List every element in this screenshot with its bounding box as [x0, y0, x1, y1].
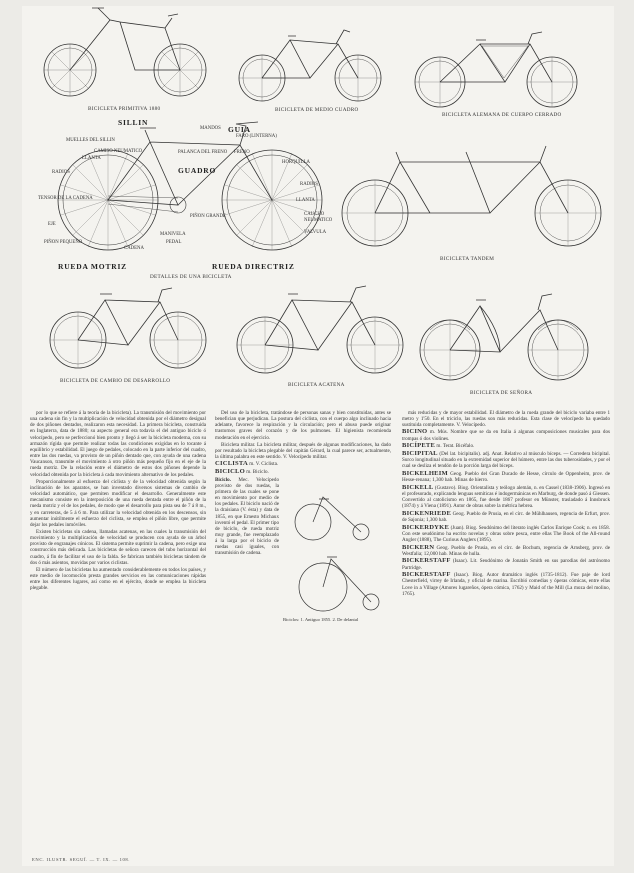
label-tensor: TENSOR DE LA CADENA	[38, 196, 93, 201]
entry-text: (Isaac). Biog. Autor dramático inglés (1735-1812). Fue paje de lord Chesterfield, virrey de Irlanda, y oficial de marina. Escribió comedias y óperas cómicas, entre ellas Love in a Village (Amores lugareños, ópera cómica, 1762) y Maid of the Mill (La moza del molino, 1765).	[402, 572, 610, 597]
entry-headword: BICKENRIEDE	[402, 509, 452, 517]
dictionary-entry	[402, 451, 610, 469]
entry-text: (Isaac). Lit. Seudónimo de Jonatán Smith en sus parodias del astrónomo Partridge.	[402, 558, 610, 571]
caption-details: DETALLES DE UNA BICICLETA	[150, 274, 232, 280]
caption-german: BICICLETA ALEMANA DE CUERPO CERRADO	[442, 112, 562, 118]
label-llanta-1: LLANTA	[82, 156, 101, 161]
entry-headword: BICÍPETE	[402, 442, 436, 450]
bicycle-tandem-drawing	[342, 146, 601, 246]
biciclo-drawing	[283, 477, 391, 617]
label-guia: GUIA	[228, 125, 251, 134]
bicycle-plate-drawings	[0, 0, 634, 408]
paragraph: Del uso de la bicicleta, tratándose de personas sanas y bien constituidas, antes se benefician que perjudican. La postura del ciclista, con el cuerpo algo inclinado hacia adelante, favorece la respiración y la circulación; pero el abuso puede originar trastornos graves del corazón y de los pulmones. El higienista recomienda moderación en el ejercicio.	[215, 410, 391, 441]
caption-tandem: BICICLETA TANDEM	[440, 256, 495, 262]
entry-text: m. V. Ciclista.	[249, 461, 279, 468]
label-neumatico: NEUMATICO	[304, 218, 333, 223]
label-caucho: CAUCHO	[304, 212, 325, 217]
label-guadro: GUADRO	[178, 166, 217, 175]
text-column-3	[402, 410, 610, 850]
label-rueda-directriz: RUEDA DIRECTRIZ	[212, 262, 295, 271]
label-pinon-grande: PIÑON GRANDE	[190, 214, 226, 219]
entry-headword: BICKELHEIM	[402, 469, 448, 477]
entry-headword: BICKELL	[402, 483, 434, 491]
label-pedal: PEDAL	[166, 240, 182, 245]
biciclo-headword: Biciclo.	[215, 476, 231, 483]
biciclo-figure-caption: Biciclos: 1. Antiguo 1855. 2. De delantal	[283, 616, 359, 622]
paragraph: El número de las bicicletas ha aumentado considerablemente en todos los países, y este medio de locomoción presta grandes servicios en las comunicaciones rápidas entre los diferentes lugares, así como en el ejército, donde se emplea la bicicleta plegable.	[30, 566, 206, 592]
paragraph: Bicicleta militar. La bicicleta militar, después de algunas modificaciones, ha dado por resultado la bicicleta plegable del capitán Gérard, la cual parece ser, actualmente, la última palabra en este sentido. V. Velocípedo militar.	[215, 441, 391, 461]
caption-chainless: BICICLETA ACATENA	[288, 382, 345, 388]
page-footer: ENC. ILUSTR. SEGUÍ. — T. IX. — 108.	[32, 857, 131, 862]
label-sillin: SILLIN	[118, 118, 149, 127]
text-column-2	[215, 410, 391, 850]
label-pinon-pequeno: PIÑON PEQUEÑO	[44, 240, 83, 245]
dictionary-entry	[402, 443, 610, 449]
illustration-plate	[0, 0, 634, 408]
paragraph: Existen bicicletas sin cadena, llamadas acatenas, en las cuales la transmisión del movimiento y la multiplicación de velocidad se producen con ayuda de un árbol provisto de engranajes cónicos. El sistema permite suprimir la cadena, pero exige una construcción más delicada. Las bicicletas de señora carecen del tubo horizontal del cuadro, á fin de facilitar el uso de la falda. Se fabrican también bicicletas tándem de dos ó más asientos, movidas por varios ciclistas.	[30, 528, 206, 566]
label-manivela: MANIVELA	[160, 232, 186, 237]
label-palanca: PALANCA DEL FRENO	[178, 150, 228, 155]
bicycle-primitive-drawing	[44, 8, 206, 96]
label-valvula: VALVULA	[304, 230, 327, 235]
biciclo-figure	[283, 477, 391, 627]
entry-text: Geog. Pueblo de Prusia, en el círc. de Bochum, regencia de Arnsberg, prov. de Westfalia; 12,000 hab. Minas de hulla.	[402, 544, 610, 557]
dictionary-entry	[402, 572, 610, 597]
dictionary-entry	[215, 461, 391, 467]
label-llanta-2: LLANTA	[296, 198, 315, 203]
entry-text: Geog. Pueblo de Prusia, en el círc. de Mühlhausen, regencia de Erfurt, prov. de Sajonia; 1,300 hab.	[402, 510, 610, 523]
entry-text: m. Terat. Bicéfalo.	[436, 443, 475, 450]
entry-headword: BICICLO	[215, 467, 245, 475]
entry-text: m. Mús. Nombre que se da en Italia á algunas composiciones musicales para dos trompas ó dos violines.	[402, 429, 610, 442]
biciclo-block	[215, 477, 391, 627]
label-faro: FARO (LINTERNA)	[236, 134, 277, 139]
label-radios-2: RADIOS	[300, 182, 318, 187]
bicycle-gear-change-drawing	[50, 288, 206, 368]
label-cadena: CADENA	[124, 246, 144, 251]
label-eje: EJE	[48, 222, 56, 227]
entry-headword: BICIPITAL	[402, 449, 438, 457]
entry-text: (Del lat. bicipitalis). adj. Anat. Relativo al músculo bíceps. — Corredera bicipital. Surco longitudinal situado en la extremidad superior del húmero, entre las dos tuberosidades, y por el cual se desliza el tendón de la porción larga del bíceps.	[402, 450, 610, 470]
entry-headword: BICINO	[402, 428, 428, 436]
biciclo-definition: Mec. Velocípedo provisto de dos ruedas, la primera de las cuales se pone en movimiento por medio de los pedales. El biciclo nació de la draisiana (V. ésta) y data de 1855, en que Ernesto Michaux inventó el pedal. El primer tipo de biciclo, de rueda motriz muy grande, fue reemplazado á la larga por el biciclo de ruedas casi iguales, con transmisión de cadena.	[215, 476, 279, 557]
entry-headword: BICKERSTAFF	[402, 571, 451, 579]
bicycle-german-drawing	[415, 32, 577, 107]
entry-text: (Juan). Biog. Seudónimo del literato inglés Carlos Enrique Cook; n. en 1858. Con este seudónimo ha escrito novelas y obras sobre pesca, entre ellas The Book of the All-round Angler (1888), The Curious Anglers (1895).	[402, 524, 610, 543]
caption-primitive: BICICLETA PRIMITIVA 1880	[88, 106, 161, 112]
label-freno: FRENO	[234, 150, 250, 155]
entry-text: (Gustavo). Biog. Orientalista y teólogo alemán, n. en Cassel (1838-1906). Ingresó en el profesorado, explicando lenguas semíticas é indogermánicas en Marburg, de donde pasó á Giessen. Convertido al catolicismo en 1865, fue desde 1867 profesor en Münster, trasladado á Innsbruck (1874) y á Viena (1891). Autor de obras sobre la métrica hebrea.	[402, 484, 610, 510]
label-rueda-motriz: RUEDA MOTRIZ	[58, 262, 127, 271]
label-camiso: CAMISO NEUMATICO	[94, 149, 143, 154]
dictionary-entry	[215, 469, 391, 475]
entry-text: m. Biciclo.	[246, 468, 269, 475]
dictionary-entry	[402, 545, 610, 557]
entry-headword: BICKERDYKE	[402, 523, 450, 531]
bicycle-chainless-drawing	[237, 286, 403, 373]
dictionary-entry	[402, 471, 610, 483]
biciclo-text	[215, 477, 279, 627]
paragraph: más reducidas y de mayor estabilidad. El diámetro de la rueda grande del biciclo variaba entre 1 metro y 1'50. En el triciclo, las ruedas son más reducidas. Esta clase de velocípedo ha quedado sustituida completamente. V. Velocípedo.	[402, 410, 610, 429]
caption-half-frame: BICICLETA DE MEDIO CUADRO	[275, 107, 359, 113]
paragraph: por lo que se refiere á la teoría de la bicicleta). La transmisión del movimiento por una cadena sin fin y la multiplicación de velocidad obtenida por el diámetro desigual de dos piñones dentados, realizaron esta necesidad. La primera bicicleta, construida en Inglaterra, data de 1880; su aspecto general era todavía el del antiguo biciclo ó velocípedo, pero se perfeccionó bien pronto y llegó á ser la bicicleta moderna, con su armazón rígida que permite realizar todas las condiciones exigidas en lo tocante á equilibrio y estabilidad. El juego de pedales, colocado en la parte inferior del cuadro, entre las dos ruedas, va provisto de un piñón dentado que, con ayuda de una cadena Vaucanson, transmite el movimiento á otro piñón más pequeño fijo en el eje de la rueda motriz. De la relación entre el diámetro de estos dos piñones depende la velocidad obtenida por la bicicleta á cada movimiento alternativo de los pedales.	[30, 410, 206, 478]
dictionary-entry	[402, 485, 610, 510]
dictionary-entry	[402, 558, 610, 570]
label-mandos: MANDOS	[200, 126, 221, 131]
dictionary-entry	[402, 511, 610, 523]
caption-ladies: BICICLETA DE SEÑORA	[470, 390, 533, 396]
entry-headword: CICLISTA	[215, 460, 248, 468]
label-horquilla: HORQUILLA	[282, 160, 310, 165]
entry-headword: BICKERN	[402, 543, 435, 551]
paragraph: Proporcionalmente al esfuerzo del ciclista y de la velocidad obtenida según la inclinación de los aparatos, se han inventado diversos sistemas de cambio de velocidad automático, que permiten modificar el desarrollo. Generalmente este mecanismo consiste en la interposición de una rueda dentada entre el piñón de la rueda motriz y el de los pedales, de modo que el desarrollo para pista sea de 7 á 8 m., y en carreteras, de 5 á 6 m. Para utilizar la velocidad obtenida en los descensos, sin aumentar inútilmente el esfuerzo del ciclista, se emplea el piñón libre, que permite dejar los pedales inmóviles.	[30, 478, 206, 528]
label-radios-1: RADIOS	[52, 170, 70, 175]
label-muelles: MUELLES DEL SILLIN	[66, 138, 115, 143]
dictionary-entry	[402, 525, 610, 543]
entry-text: Geog. Pueblo del Gran Ducado de Hesse, círculo de Oppenheim, prov. de Hesse-renana; 1,300 hab. Minas de hierro.	[402, 470, 610, 484]
caption-gear-change: BICICLETA DE CAMBIO DE DESARROLLO	[60, 378, 171, 384]
entry-headword: BICKERSTAFF	[402, 557, 451, 565]
dictionary-entry	[402, 429, 610, 441]
article-text	[30, 410, 610, 850]
text-column-1	[30, 410, 206, 850]
bicycle-ladies-drawing	[420, 294, 588, 380]
bicycle-half-frame-drawing	[239, 30, 381, 101]
